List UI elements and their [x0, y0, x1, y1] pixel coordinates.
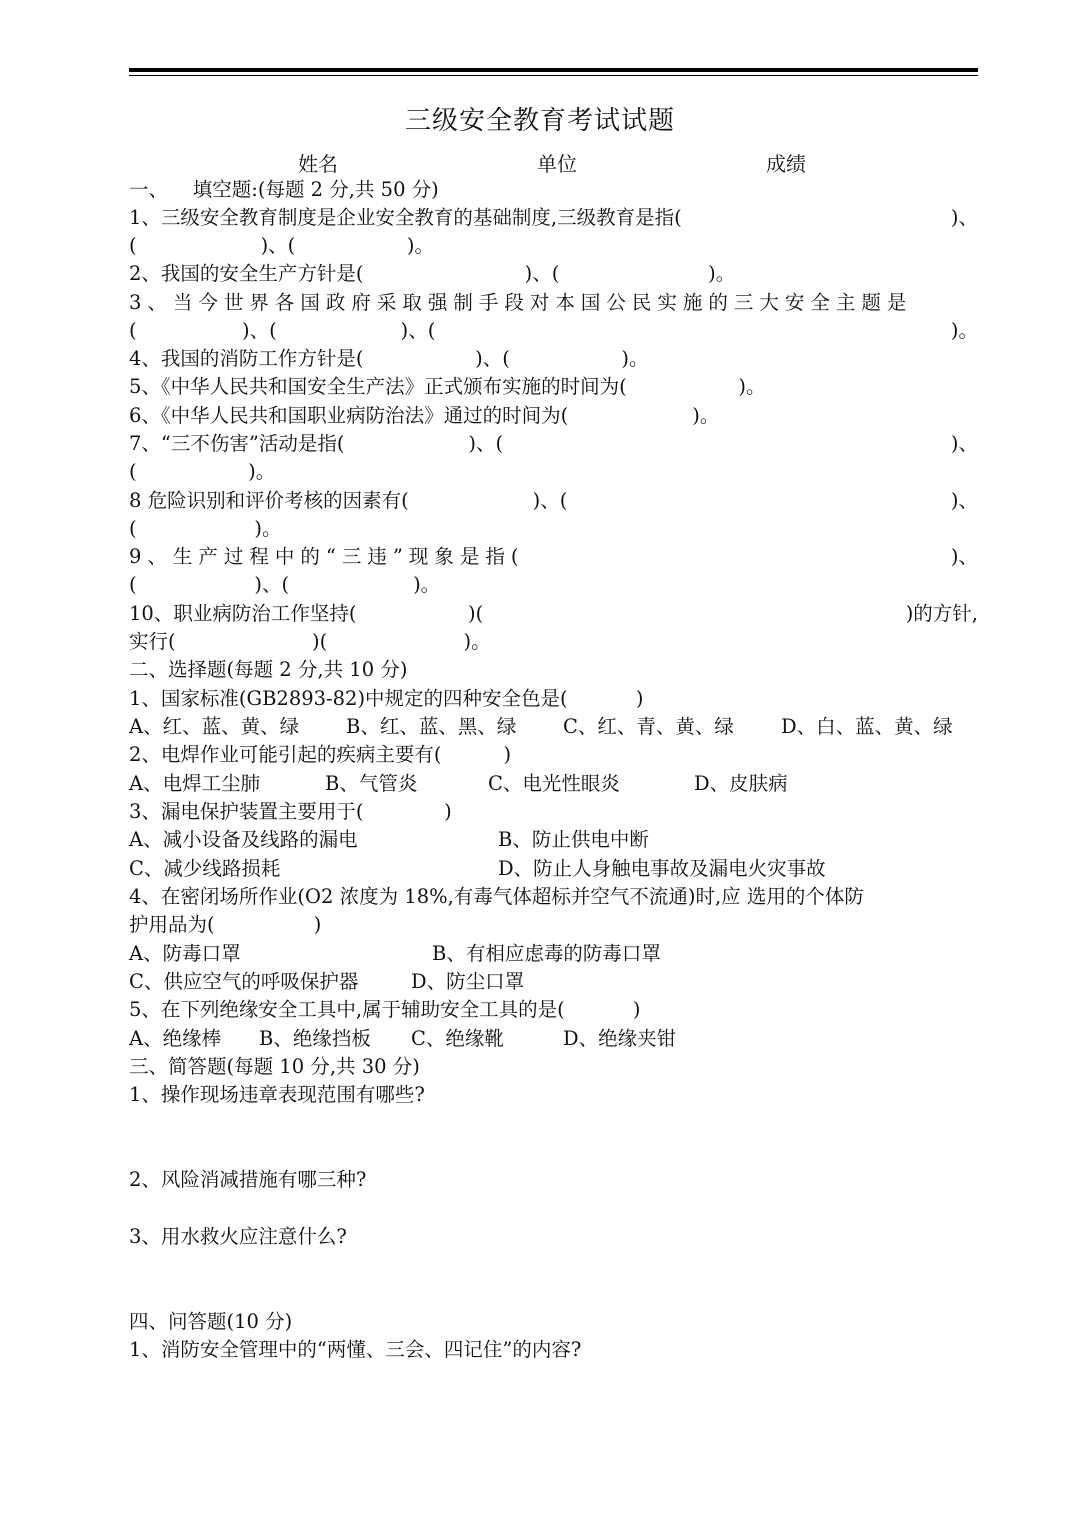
- q3-end: )。: [950, 319, 978, 342]
- q10-end: )的方针,: [905, 602, 978, 625]
- q7-line2: ( )。: [129, 460, 276, 483]
- page-title: 三级安全教育考试试题: [404, 106, 675, 136]
- top-rule-thick: [129, 68, 978, 72]
- q3-text: 3、当今世界各国政府采取强制手段对本国公民实施的三大安全主题是: [129, 291, 913, 314]
- q1-line1: [129, 204, 978, 232]
- mc-q5: 5、在下列绝缘安全工具中,属于辅助安全工具的是( ): [129, 998, 641, 1021]
- q8-text: 8 危险识别和评价考核的因素有( )、(: [129, 489, 568, 512]
- q9-end: )、: [950, 545, 978, 568]
- short-q1: 1、操作现场违章表现范围有哪些?: [129, 1083, 425, 1106]
- mc-q2: 2、电焊作业可能引起的疾病主要有( ): [129, 743, 512, 766]
- mc-q2-option-c: C、电光性眼炎: [488, 772, 620, 795]
- section4-heading: 四、问答题(10 分): [129, 1310, 293, 1333]
- mc-q4-line1: 4、在密闭场所作业(O2 浓度为 18%,有毒气体超标并空气不流通)时,应 选用的个体防: [129, 885, 864, 908]
- mc-q4-option-a: A、防毒口罩: [129, 942, 241, 965]
- q3-blanks: ( )、( )、(: [129, 319, 436, 342]
- section1-heading: 一、 填空题:(每题 2 分,共 50 分): [129, 178, 439, 201]
- top-rule-thin: [129, 75, 978, 76]
- q5-line: 5、《中华人民共和国安全生产法》正式颁布实施的时间为( )。: [129, 375, 766, 398]
- q8-line1: [129, 487, 978, 515]
- mc-q3-option-b: B、防止供电中断: [498, 828, 649, 851]
- mc-q2-option-d: D、皮肤病: [694, 772, 788, 795]
- section2-heading: 二、选择题(每题 2 分,共 10 分): [129, 658, 408, 681]
- q1-line2: ( )、( )。: [129, 234, 434, 257]
- score-label: 成绩: [766, 152, 806, 176]
- unit-label: 单位: [537, 152, 577, 176]
- q1-text: 1、三级安全教育制度是企业安全教育的基础制度,三级教育是指(: [129, 206, 682, 229]
- mc-q3: 3、漏电保护装置主要用于( ): [129, 800, 452, 823]
- q7-line1: [129, 430, 978, 458]
- mc-q5-option-c: C、绝缘靴: [411, 1027, 504, 1050]
- name-label: 姓名: [298, 152, 338, 176]
- q3-line1: [129, 289, 978, 317]
- mc-q1-option-c: C、红、青、黄、绿: [563, 715, 734, 738]
- mc-q1: 1、国家标准(GB2893-82)中规定的四种安全色是( ): [129, 687, 644, 710]
- q1-end: )、: [950, 206, 978, 229]
- q9-line2: ( )、( )。: [129, 573, 441, 596]
- mc-q2-option-b: B、气管炎: [325, 772, 418, 795]
- mc-q3-option-a: A、减小设备及线路的漏电: [129, 828, 358, 851]
- mc-q2-option-a: A、电焊工尘肺: [129, 772, 261, 795]
- q7-text: 7、“三不伤害”活动是指( )、(: [129, 432, 504, 455]
- q8-line2: ( )。: [129, 517, 282, 540]
- q4-line: 4、我国的消防工作方针是( )、( )。: [129, 347, 649, 370]
- mc-q4-option-d: D、防尘口罩: [411, 970, 525, 993]
- mc-q4-line2: 护用品为( ): [129, 913, 322, 936]
- mc-q1-option-a: A、红、蓝、黄、绿: [129, 715, 300, 738]
- q10-line1: [129, 600, 978, 628]
- mc-q3-option-d: D、防止人身触电事故及漏电火灾事故: [498, 857, 826, 880]
- section3-heading: 三、简答题(每题 10 分,共 30 分): [129, 1055, 420, 1078]
- q9-line1: [129, 543, 978, 571]
- q9-text: 9、生产过程中的“三违”现象是指(: [129, 545, 525, 568]
- mc-q5-option-d: D、绝缘夹钳: [563, 1027, 677, 1050]
- mc-q5-option-b: B、绝缘挡板: [259, 1027, 371, 1050]
- short-q2: 2、风险消减措施有哪三种?: [129, 1168, 367, 1191]
- q10-text: 10、职业病防治工作坚持( )(: [129, 602, 484, 625]
- mc-q4-option-c: C、供应空气的呼吸保护器: [129, 970, 359, 993]
- q8-end: )、: [950, 489, 978, 512]
- q6-line: 6、《中华人民共和国职业病防治法》通过的时间为( )。: [129, 404, 720, 427]
- mc-q1-option-d: D、白、蓝、黄、绿: [781, 715, 953, 738]
- essay-q1: 1、消防安全管理中的“两懂、三会、四记住”的内容?: [129, 1338, 582, 1361]
- q2-line: 2、我国的安全生产方针是( )、( )。: [129, 262, 736, 285]
- q3-line2: [129, 317, 978, 345]
- mc-q4-option-b: B、有相应虑毒的防毒口罩: [432, 942, 661, 965]
- mc-q1-option-b: B、红、蓝、黑、绿: [346, 715, 517, 738]
- mc-q3-option-c: C、减少线路损耗: [129, 857, 281, 880]
- q7-end: )、: [950, 432, 978, 455]
- q10-line2: 实行( )( )。: [129, 630, 491, 653]
- mc-q5-option-a: A、绝缘棒: [129, 1027, 222, 1050]
- short-q3: 3、用水救火应注意什么?: [129, 1225, 347, 1248]
